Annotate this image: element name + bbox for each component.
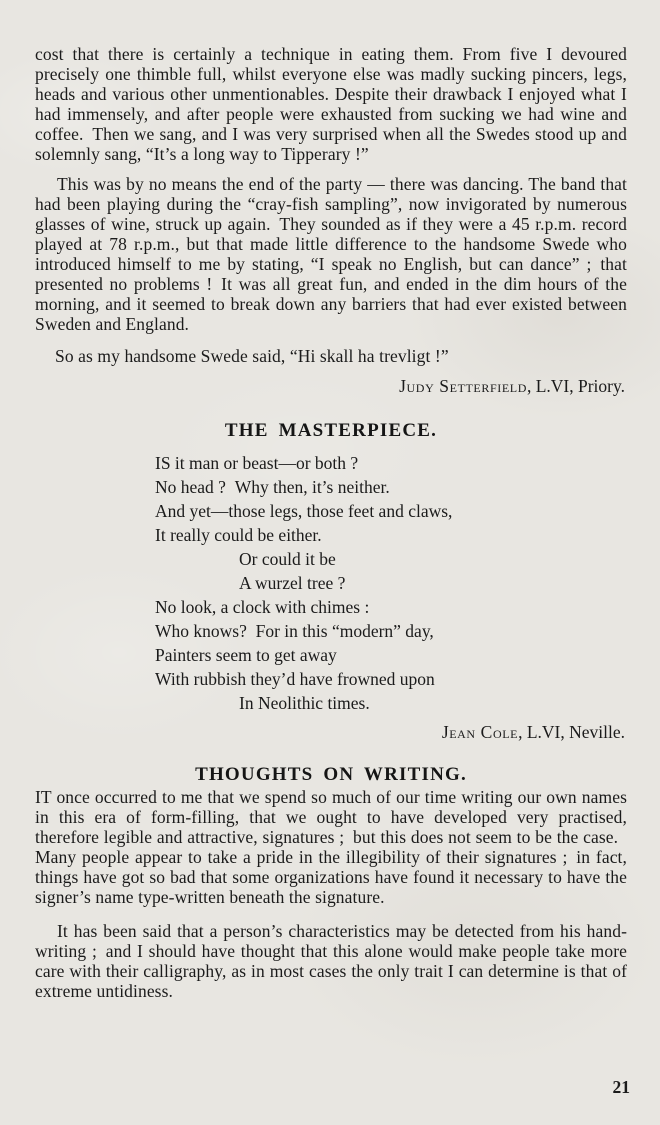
- poem-line: Painters seem to get away: [155, 645, 337, 665]
- essay-title: THOUGHTS ON WRITING.: [195, 764, 467, 785]
- story-paragraph: This was by no means the end of the party — there was dancing. The band that had been playing during the “cray-fish sampling”, now invigorated by numerous glasses of wine, struck up again. They sounded as if they were a 45 r.p.m. record played at 78 r.p.m., but that made little difference to the handsome Swede who introduced himself to me by stating, “I speak no English, but can dance” ; that presented no problems ! It was all great fun, and ended in the dim hours of the morning, and it seemed to break down any barriers that had ever existed between Sweden and England.: [35, 174, 627, 334]
- story-byline-author: Judy Setterfield: [399, 376, 527, 396]
- poem-byline-author: Jean Cole: [441, 722, 519, 742]
- poem-line: IS it man or beast—or both ?: [155, 453, 359, 473]
- essay-paragraph: IT once occurred to me that we spend so much of our time writing our own names in this era of form-filling, that we ought to have developed very practised, therefore legible and attractive, signatures ; but this does not seem to be the case. Many people appear to take a pride in the illegibility of their signatures ; in fact, things have got so bad that some organizations have found it necessary to have the signer’s name type-written beneath the signature.: [35, 787, 627, 907]
- story-byline: [35, 375, 627, 397]
- poem-line: And yet—those legs, those feet and claws,: [155, 501, 453, 521]
- story-byline-detail: , L.VI, Priory.: [526, 376, 625, 396]
- story-paragraph: cost that there is certainly a technique in eating them. From five I devoured precisely one thimble full, whilst everyone else was madly sucking pincers, legs, heads and various other unmentionables. Despite their drawback I enjoyed what I had immensely, and after people were exhausted from sucking we had wine and coffee. Then we sang, and I was very surprised when all the Swedes stood up and solemnly sang, “It’s a long way to Tipperary !”: [35, 44, 627, 164]
- poem-line: Who knows? For in this “modern” day,: [155, 621, 434, 641]
- poem-byline: [35, 721, 627, 743]
- poem-line: A wurzel tree ?: [239, 573, 346, 593]
- page-content: [35, 44, 627, 1001]
- poem-line: It really could be either.: [155, 525, 322, 545]
- poem-line: No head ? Why then, it’s neither.: [155, 477, 390, 497]
- poem: [155, 451, 627, 715]
- page-number: 21: [612, 1077, 630, 1097]
- poem-title: THE MASTERPIECE.: [224, 420, 438, 441]
- essay-paragraph: It has been said that a person’s characteristics may be detected from his hand-writing ; and I should have thought that this alone would make people take more care with their calligraphy, as in most cases the only trait I can determine is that of extreme untidiness.: [35, 921, 627, 1001]
- poem-line: Or could it be: [239, 549, 336, 569]
- poem-byline-detail: , L.VI, Neville.: [518, 722, 625, 742]
- poem-line: No look, a clock with chimes :: [155, 597, 370, 617]
- poem-line: With rubbish they’d have frowned upon: [155, 669, 435, 689]
- story-paragraph: So as my handsome Swede said, “Hi skall ha trevligt !”: [55, 346, 449, 366]
- poem-line: In Neolithic times.: [239, 693, 370, 713]
